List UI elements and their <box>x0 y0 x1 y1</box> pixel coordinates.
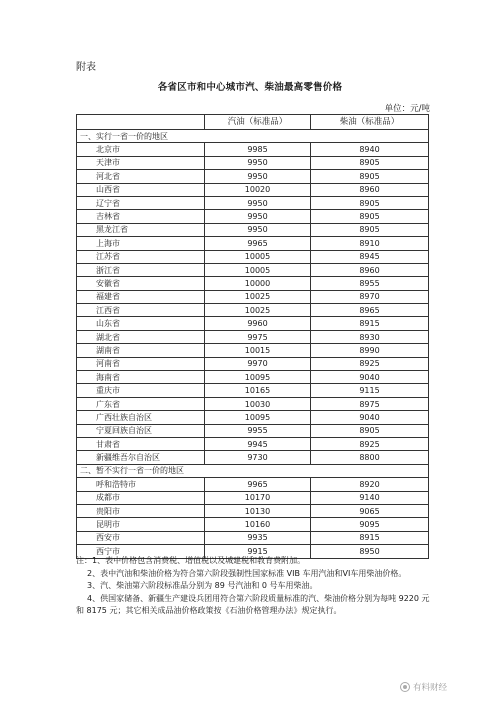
table-row <box>77 223 429 236</box>
region-cell: 安徽省 <box>77 277 205 290</box>
gasoline-price-cell: 9970 <box>205 357 311 370</box>
page-title: 各省区市和中心城市汽、柴油最高零售价格 <box>157 82 343 93</box>
diesel-price-cell: 8905 <box>311 196 429 209</box>
gasoline-price-cell: 10015 <box>205 344 311 357</box>
gasoline-price-cell: 9955 <box>205 424 311 437</box>
region-cell: 成都市 <box>77 491 205 504</box>
region-cell: 湖南省 <box>77 344 205 357</box>
diesel-price-cell: 8940 <box>311 143 429 156</box>
diesel-price-cell: 8905 <box>311 170 429 183</box>
table-row <box>77 397 429 410</box>
gasoline-price-cell: 9950 <box>205 170 311 183</box>
diesel-price-cell: 8800 <box>311 451 429 464</box>
gasoline-price-cell: 10095 <box>205 371 311 384</box>
region-cell: 宁夏回族自治区 <box>77 424 205 437</box>
region-cell: 广东省 <box>77 397 205 410</box>
section-row <box>77 130 429 143</box>
gasoline-price-cell: 9950 <box>205 156 311 169</box>
diesel-price-cell: 8965 <box>311 304 429 317</box>
section-title: 一、实行一省一价的地区 <box>77 130 429 143</box>
region-cell: 新疆维吾尔自治区 <box>77 451 205 464</box>
region-cell: 河南省 <box>77 357 205 370</box>
region-cell: 浙江省 <box>77 263 205 276</box>
gasoline-price-cell: 9935 <box>205 531 311 544</box>
region-cell: 甘肃省 <box>77 437 205 450</box>
region-cell: 西安市 <box>77 531 205 544</box>
region-cell: 辽宁省 <box>77 196 205 209</box>
table-row <box>77 170 429 183</box>
region-cell: 河北省 <box>77 170 205 183</box>
gasoline-price-cell: 10005 <box>205 263 311 276</box>
diesel-price-cell: 8905 <box>311 156 429 169</box>
attachment-label: 附表 <box>76 62 96 73</box>
region-cell: 黑龙江省 <box>77 223 205 236</box>
gasoline-price-cell: 10095 <box>205 411 311 424</box>
region-cell: 天津市 <box>77 156 205 169</box>
note-4: 4、供国家储备、新疆生产建设兵团用符合第六阶段质量标准的汽、柴油价格分别为每吨 9220 元和 8175 元；其它相关成品油价格政策按《石油价格管理办法》规定执行。 <box>76 593 430 615</box>
diesel-price-cell: 8960 <box>311 183 429 196</box>
gasoline-price-cell: 10165 <box>205 384 311 397</box>
diesel-price-cell: 8920 <box>311 478 429 491</box>
diesel-price-cell: 8925 <box>311 437 429 450</box>
brand-logo-icon <box>400 682 410 692</box>
region-cell: 西宁市 <box>77 545 205 558</box>
region-cell: 江苏省 <box>77 250 205 263</box>
region-cell: 北京市 <box>77 143 205 156</box>
gasoline-price-cell: 9950 <box>205 223 311 236</box>
table-row <box>77 277 429 290</box>
table-row <box>77 384 429 397</box>
table-row <box>77 437 429 450</box>
region-cell: 重庆市 <box>77 384 205 397</box>
watermark-text: 有料财经 <box>413 683 448 693</box>
table-body <box>77 130 429 559</box>
gasoline-price-cell: 10025 <box>205 290 311 303</box>
region-cell: 湖北省 <box>77 330 205 343</box>
diesel-price-cell: 9095 <box>311 518 429 531</box>
gasoline-price-cell: 10160 <box>205 518 311 531</box>
region-cell: 山东省 <box>77 317 205 330</box>
table-row <box>77 210 429 223</box>
diesel-price-cell: 8990 <box>311 344 429 357</box>
diesel-price-cell: 9065 <box>311 504 429 517</box>
gasoline-price-cell: 9730 <box>205 451 311 464</box>
diesel-price-cell: 8915 <box>311 317 429 330</box>
gasoline-price-cell: 9960 <box>205 317 311 330</box>
price-table <box>76 114 429 559</box>
note-1: 注：1、表中价格包含消费税、增值税以及城建税和教育费附加。 <box>76 556 306 565</box>
gasoline-price-cell: 10005 <box>205 250 311 263</box>
region-cell: 贵阳市 <box>77 504 205 517</box>
table-row <box>77 183 429 196</box>
gasoline-price-cell: 10030 <box>205 397 311 410</box>
diesel-price-cell: 8905 <box>311 424 429 437</box>
table-row <box>77 411 429 424</box>
gasoline-price-cell: 9950 <box>205 196 311 209</box>
table-row <box>77 451 429 464</box>
diesel-price-cell: 8905 <box>311 223 429 236</box>
table-row <box>77 304 429 317</box>
gasoline-price-cell: 9985 <box>205 143 311 156</box>
table-row <box>77 237 429 250</box>
diesel-price-cell: 8905 <box>311 210 429 223</box>
notes <box>76 555 432 618</box>
header-gasoline: 汽油（标准品） <box>205 115 311 130</box>
diesel-price-cell: 8970 <box>311 290 429 303</box>
diesel-price-cell: 8960 <box>311 263 429 276</box>
gasoline-price-cell: 9945 <box>205 437 311 450</box>
region-cell: 江西省 <box>77 304 205 317</box>
region-cell: 海南省 <box>77 371 205 384</box>
gasoline-price-cell: 9915 <box>205 545 311 558</box>
table-header-row <box>77 115 429 130</box>
gasoline-price-cell: 9965 <box>205 478 311 491</box>
diesel-price-cell: 8925 <box>311 357 429 370</box>
unit-label: 单位：元/吨 <box>384 104 430 114</box>
region-cell: 吉林省 <box>77 210 205 223</box>
region-cell: 福建省 <box>77 290 205 303</box>
diesel-price-cell: 8915 <box>311 531 429 544</box>
table-row <box>77 344 429 357</box>
region-cell: 山西省 <box>77 183 205 196</box>
table-row <box>77 531 429 544</box>
diesel-price-cell: 9040 <box>311 371 429 384</box>
table-row <box>77 156 429 169</box>
table-row <box>77 143 429 156</box>
gasoline-price-cell: 10025 <box>205 304 311 317</box>
region-cell: 上海市 <box>77 237 205 250</box>
table-row <box>77 263 429 276</box>
section-title: 二、暂不实行一省一价的地区 <box>77 464 429 477</box>
diesel-price-cell: 8930 <box>311 330 429 343</box>
table-row <box>77 424 429 437</box>
table-row <box>77 317 429 330</box>
table-row <box>77 290 429 303</box>
diesel-price-cell: 9140 <box>311 491 429 504</box>
note-3: 3、汽、柴油第六阶段标准品分别为 89 号汽油和 0 号车用柴油。 <box>87 581 318 590</box>
table-row <box>77 250 429 263</box>
table-row <box>77 196 429 209</box>
gasoline-price-cell: 9965 <box>205 237 311 250</box>
diesel-price-cell: 8950 <box>311 545 429 558</box>
table-row <box>77 478 429 491</box>
watermark <box>400 681 447 693</box>
table-row <box>77 371 429 384</box>
table-row <box>77 357 429 370</box>
diesel-price-cell: 8910 <box>311 237 429 250</box>
gasoline-price-cell: 10170 <box>205 491 311 504</box>
section-row <box>77 464 429 477</box>
diesel-price-cell: 8955 <box>311 277 429 290</box>
diesel-price-cell: 9115 <box>311 384 429 397</box>
diesel-price-cell: 8975 <box>311 397 429 410</box>
table-row <box>77 504 429 517</box>
gasoline-price-cell: 10020 <box>205 183 311 196</box>
table-row <box>77 330 429 343</box>
note-2: 2、表中汽油和柴油价格为符合第六阶段强制性国家标准 VIB 车用汽油和VI车用柴油价格。 <box>87 568 407 578</box>
diesel-price-cell: 9040 <box>311 411 429 424</box>
table-row <box>77 491 429 504</box>
gasoline-price-cell: 10000 <box>205 277 311 290</box>
region-cell: 昆明市 <box>77 518 205 531</box>
diesel-price-cell: 8945 <box>311 250 429 263</box>
gasoline-price-cell: 10130 <box>205 504 311 517</box>
region-cell: 呼和浩特市 <box>77 478 205 491</box>
gasoline-price-cell: 9975 <box>205 330 311 343</box>
region-cell: 广西壮族自治区 <box>77 411 205 424</box>
header-diesel: 柴油（标准品） <box>311 115 429 130</box>
table-row <box>77 518 429 531</box>
header-region <box>77 115 205 130</box>
gasoline-price-cell: 9950 <box>205 210 311 223</box>
